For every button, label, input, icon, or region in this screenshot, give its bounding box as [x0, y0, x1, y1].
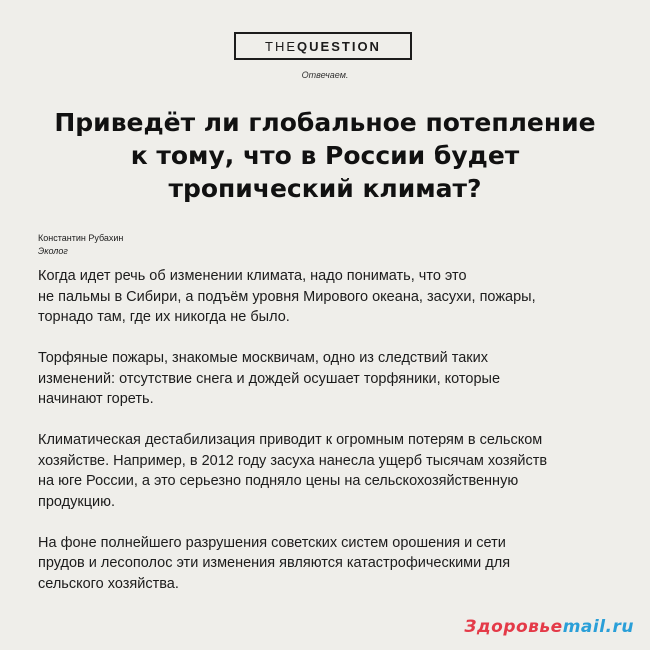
- answer-paragraph: [38, 430, 628, 512]
- answer-paragraph: [38, 533, 628, 595]
- paragraph-line: На фоне полнейшего разрушения советских систем орошения и сети: [38, 534, 506, 551]
- author-role: Эколог: [38, 246, 68, 256]
- answer-body: [38, 266, 628, 615]
- paragraph-line: торнадо там, где их никогда не было.: [38, 309, 290, 325]
- paragraph-line: Климатическая дестабилизация приводит к огромным потерям в сельском: [38, 432, 543, 448]
- paragraph-line: на юге России, а это серьезно подняло цены на сельскохозяйственную: [38, 473, 519, 489]
- headline-line: Приведёт ли глобальное потепление: [54, 108, 596, 137]
- brand-logo: [234, 32, 412, 60]
- logo-the: THE: [265, 38, 298, 54]
- watermark-part2: mail.ru: [562, 617, 634, 637]
- author-name: Константин Рубахин: [38, 233, 124, 243]
- headline-line: тропический климат?: [168, 174, 482, 203]
- paragraph-line: начинают гореть.: [38, 391, 154, 407]
- logo-question: QUESTION: [297, 38, 381, 54]
- paragraph-line: не пальмы в Сибири, а подъём уровня Мирового океана, засухи, пожары,: [38, 288, 536, 305]
- paragraph-line: Когда идет речь об изменении климата, надо понимать, что это: [38, 268, 467, 284]
- source-watermark: [458, 614, 640, 640]
- paragraph-line: Торфяные пожары, знакомые москвичам, одно из следствий таких: [38, 350, 488, 366]
- paragraph-line: изменений: отсутствие снега и дождей осушает торфяники, которые: [38, 370, 501, 387]
- paragraph-line: продукцию.: [38, 493, 116, 510]
- brand-tagline: Отвечаем.: [301, 70, 349, 80]
- answer-paragraph: [38, 348, 628, 410]
- headline-line: к тому, что в России будет: [130, 141, 520, 170]
- paragraph-line: прудов и лесополос эти изменения являются катастрофическими для: [38, 555, 511, 571]
- author-block: [38, 232, 123, 258]
- question-headline: [20, 106, 630, 205]
- answer-paragraph: [38, 266, 628, 328]
- paragraph-line: сельского хозяйства.: [38, 575, 179, 592]
- paragraph-line: хозяйстве. Например, в 2012 году засуха нанесла ущерб тысячам хозяйств: [38, 452, 548, 469]
- watermark-part1: Здоровье: [464, 617, 563, 637]
